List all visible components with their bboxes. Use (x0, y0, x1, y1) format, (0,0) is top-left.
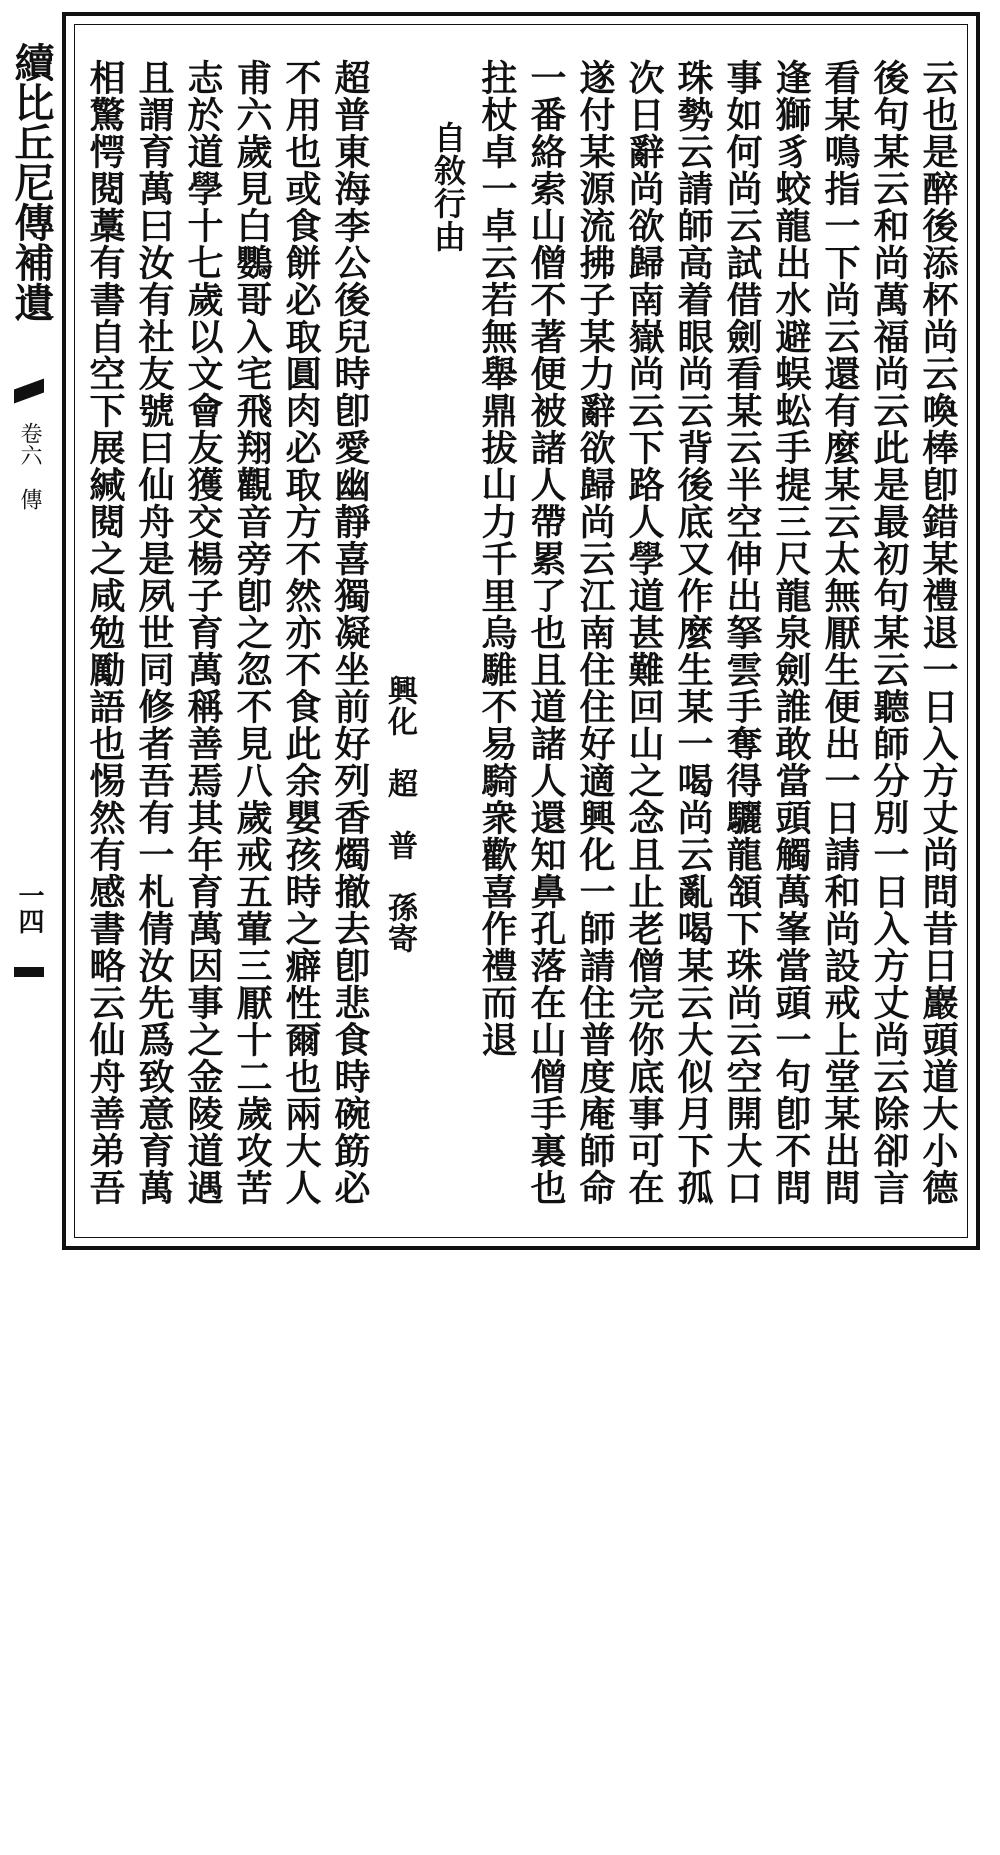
text-column: 後句某云和尚萬福尚云此是最初句某云聽師分別一日入方丈尚云除卻言 (868, 59, 910, 1206)
text-column: 自敘行由 (429, 121, 467, 253)
page-number: 一四 (14, 882, 44, 934)
text-column: 超普東海李公後兒時卽愛幽靜喜獨凝坐前好列香燭撤去卽悲食時碗筯必 (329, 59, 371, 1206)
text-column: 甫六歲見白鸚哥入宅飛翔觀音旁卽之忽不見八歲戒五葷三厭十二歲攻苦 (231, 59, 273, 1206)
text-column: 興化 超 普 孫寄 (382, 675, 417, 954)
text-block (74, 24, 968, 1238)
text-column: 云也是醉後添杯尚云喚棒卽錯某禮退一日入方丈尚問昔日巖頭道大小德 (917, 59, 959, 1206)
text-column: 一番絡索山僧不著便被諸人帶累了也且道諸人還知鼻孔落在山僧手裏也 (525, 59, 567, 1206)
text-column: 不用也或食餅必取圓肉必取方不然亦不食此余嬰孩時之癖性爾也兩大人 (280, 59, 322, 1206)
volume-label: 卷六 傳 (17, 422, 42, 510)
page-margin (0, 12, 62, 1250)
text-column: 看某鳴指一下尚云還有麼某云太無厭生便出一日請和尚設戒上堂某出問 (819, 59, 861, 1206)
book-title: 續比丘尼傳補遺 (8, 42, 55, 322)
text-column: 珠勢云請師高着眼尚云背後底又作麼生某一喝尚云亂喝某云大似月下孤 (672, 59, 714, 1206)
text-column: 遂付某源流拂子某力辭欲歸尚云江南住住好適興化一師請住普度庵師命 (574, 59, 616, 1206)
margin-fishtail-mark (14, 379, 44, 404)
text-column: 拄杖卓一卓云若無舉鼎拔山力千里烏騅不易騎衆歡喜作禮而退 (476, 59, 518, 1058)
text-column: 次日辭尚欲歸南嶽尚云下路人學道甚難回山之念且止老僧完你底事可在 (623, 59, 665, 1206)
text-column: 相驚愕閱藁有書自空下展緘閱之咸勉勵語也惕然有感書略云仙舟善弟吾 (84, 59, 126, 1206)
text-column: 志於道學十七歲以文會友獲交楊子育萬稱善焉其年育萬因事之金陵道遇 (182, 59, 224, 1206)
text-column: 且謂育萬曰汝有社友號曰仙舟是夙世同修者吾有一札倩汝先爲致意育萬 (133, 59, 175, 1206)
text-column: 事如何尚云試借劍看某云半空伸出拏雲手奪得驪龍頷下珠尚云空開大口 (721, 59, 763, 1206)
margin-bottom-mark (14, 967, 44, 977)
text-column: 逢獅豸蛟龍出水避蜈蚣手提三尺龍泉劍誰敢當頭觸萬峯當頭一句卽不問 (770, 59, 812, 1206)
page-frame (62, 12, 980, 1250)
